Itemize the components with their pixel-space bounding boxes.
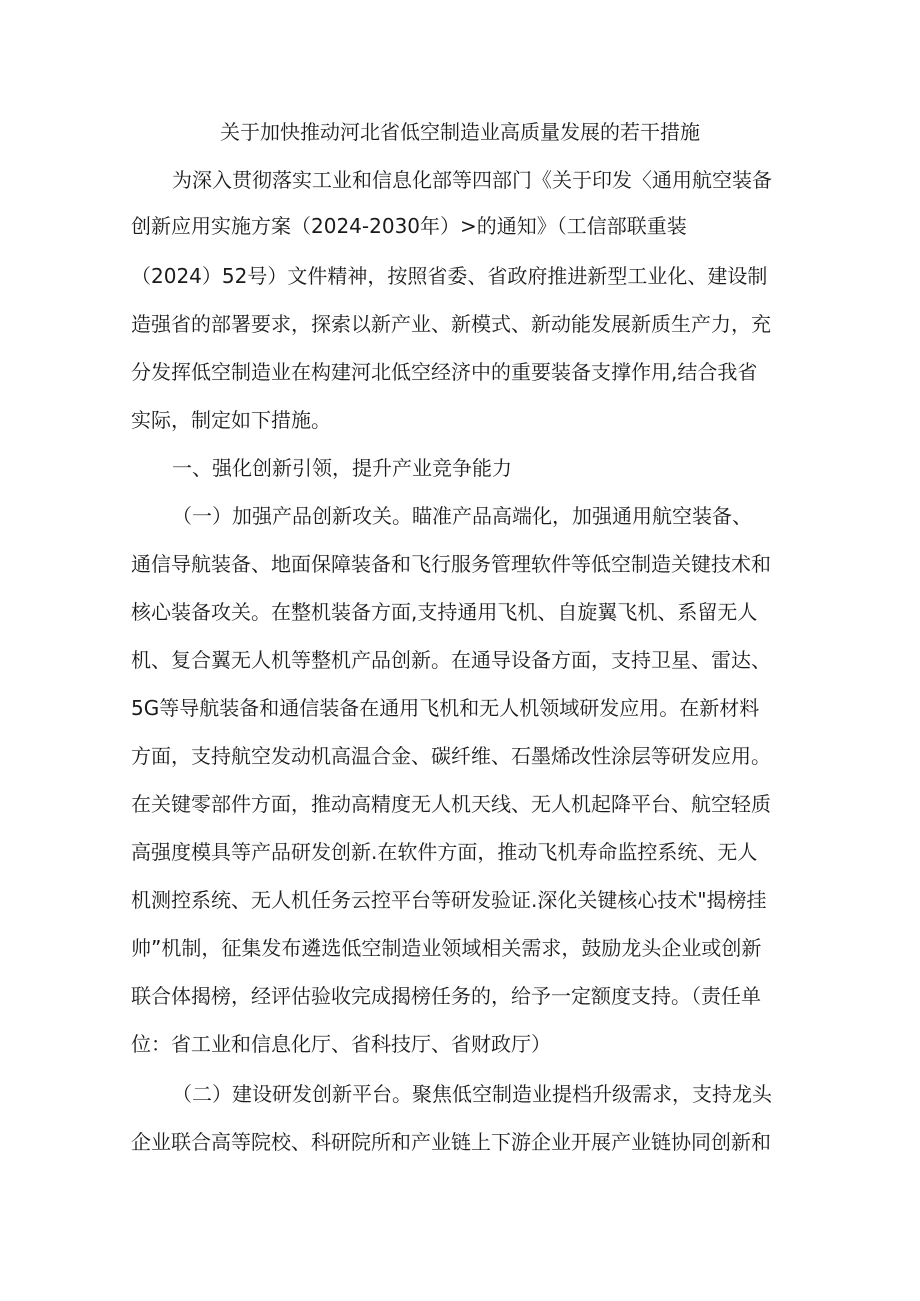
- paragraph-line: 通信导航装备、地面保障装备和飞行服务管理软件等低空制造关键技术和: [131, 552, 771, 576]
- paragraph-line: 分发挥低空制造业在构建河北低空经济中的重要装备支撑作用,结合我省: [131, 360, 758, 384]
- paragraph-line: 造强省的部署要求，探索以新产业、新模式、新动能发展新质生产力，充: [131, 312, 771, 336]
- paragraph-line: 高强度模具等产品研发创新.在软件方面，推动飞机寿命监控系统、无人: [131, 840, 758, 864]
- section-heading: 一、强化创新引领，提升产业竞争能力: [172, 456, 512, 480]
- paragraph-line: 实际，制定如下措施。: [131, 408, 331, 432]
- paragraph-line: 核心装备攻关。在整机装备方面,支持通用飞机、自旋翼飞机、系留无人: [131, 600, 758, 624]
- document-title: 关于加快推动河北省低空制造业高质量发展的若干措施: [220, 120, 700, 144]
- paragraph-line: 方面，支持航空发动机高温合金、碳纤维、石墨烯改性涂层等研发应用。: [131, 744, 771, 768]
- paragraph-line: 联合体揭榜，经评估验收完成揭榜任务的，给予一定额度支持。（责任单: [131, 984, 761, 1008]
- paragraph-line: 企业联合高等院校、科研院所和产业链上下游企业开展产业链协同创新和: [131, 1130, 771, 1154]
- paragraph-line: 创新应用实施方案（2024-2030年）>的通知》（工信部联重装: [131, 214, 687, 238]
- paragraph-line: 机、复合翼无人机等整机产品创新。在通导设备方面，支持卫星、雷达、: [131, 648, 771, 672]
- paragraph-line: （二）建设研发创新平台。聚焦低空制造业提档升级需求，支持龙头: [172, 1082, 772, 1106]
- paragraph-line: 在关键零部件方面，推动高精度无人机天线、无人机起降平台、航空轻质: [131, 792, 771, 816]
- paragraph-line: 帅”机制，征集发布遴选低空制造业领域相关需求，鼓励龙头企业或创新: [131, 936, 762, 960]
- paragraph-line: （一）加强产品创新攻关。瞄准产品高端化，加强通用航空装备、: [172, 504, 752, 528]
- paragraph-line: 5G等导航装备和通信装备在通用飞机和无人机领域研发应用。在新材料: [131, 696, 760, 720]
- paragraph-line: 机测控系统、无人机任务云控平台等研发验证.深化关键核心技术"揭榜挂: [131, 888, 767, 912]
- paragraph-line: （2024）52号）文件精神，按照省委、省政府推进新型工业化、建设制: [131, 264, 768, 288]
- paragraph-line: 位：省工业和信息化厅、省科技厅、省财政厅）: [131, 1032, 551, 1056]
- paragraph-line: 为深入贯彻落实工业和信息化部等四部门《关于印发〈通用航空装备: [172, 168, 772, 192]
